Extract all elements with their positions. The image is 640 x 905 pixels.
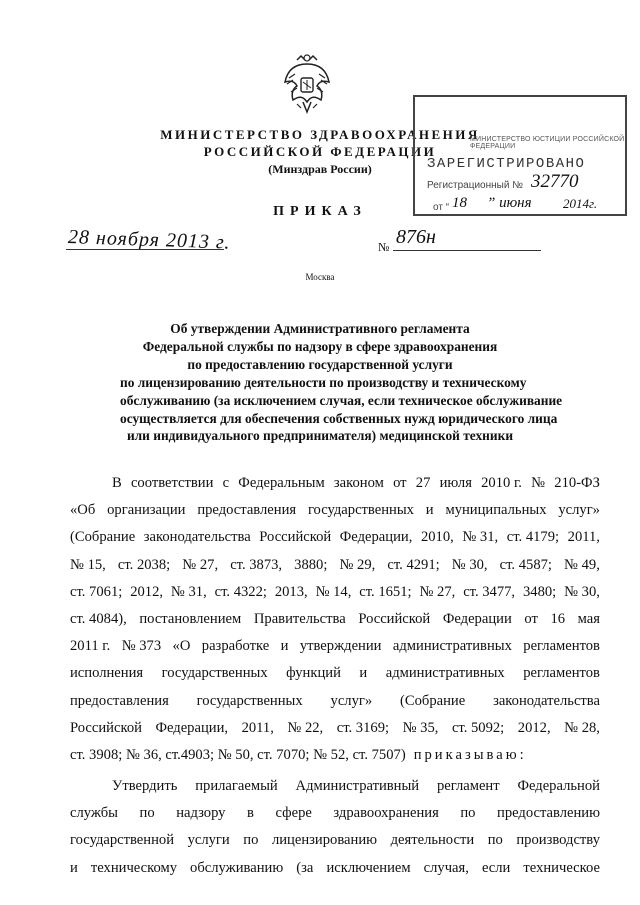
word: № 30, bbox=[451, 556, 488, 573]
subject-line: или индивидуального предпринимателя) медицинской техники bbox=[126, 428, 514, 444]
word: июля bbox=[439, 475, 472, 491]
word: № 14, bbox=[315, 583, 352, 600]
subject-line: Об утверждении Административного регламента bbox=[170, 321, 470, 336]
word: № bbox=[531, 475, 546, 491]
word: техническое bbox=[523, 859, 600, 876]
stamp-regno-value: 32770 bbox=[531, 171, 579, 192]
subject-line: обслуживанию (за исключением случая, если техническое обслуживание bbox=[120, 392, 563, 408]
text-line bbox=[70, 800, 600, 827]
word: по bbox=[243, 832, 259, 849]
stamp-date-day: 18 bbox=[452, 195, 467, 211]
document-type-title: ПРИКАЗ bbox=[273, 204, 367, 219]
word: Федерации, bbox=[155, 719, 229, 736]
word: «Об bbox=[70, 502, 96, 519]
word: услуг» bbox=[330, 692, 373, 709]
subject-line: по лицензированию деятельности по производству и техническому bbox=[120, 374, 527, 390]
stamp-date-year: 2014г. bbox=[563, 196, 598, 211]
text-line bbox=[70, 497, 600, 524]
word: деятельности bbox=[390, 832, 475, 849]
word: обслуживанию bbox=[190, 859, 284, 876]
word: Федеральным bbox=[238, 475, 325, 491]
word: ст. 4322; bbox=[214, 583, 267, 600]
word: исключением bbox=[326, 859, 411, 876]
stamp-registered-text: ЗАРЕГИСТРИРОВАНО bbox=[427, 156, 586, 172]
text-line bbox=[70, 660, 600, 687]
word: государственной bbox=[70, 832, 175, 849]
word: ст. 7061; bbox=[70, 583, 123, 600]
word: Утвердить bbox=[112, 778, 178, 795]
text-line bbox=[70, 579, 600, 606]
stamp-date-month: ” июня bbox=[487, 195, 532, 211]
word: № 30, bbox=[564, 583, 600, 600]
city-name: Москва bbox=[305, 272, 335, 282]
word: регламентов bbox=[523, 638, 600, 655]
word: 3880; bbox=[294, 556, 328, 573]
order-date: 28 ноября 2013 г. bbox=[67, 226, 231, 254]
order-subject bbox=[120, 320, 563, 445]
word: 2013, bbox=[274, 583, 308, 600]
text-line bbox=[70, 633, 600, 660]
order-verb: приказываю: bbox=[413, 746, 527, 763]
word: сфере bbox=[275, 805, 312, 822]
word: в bbox=[247, 805, 254, 822]
word: 16 bbox=[550, 610, 566, 627]
word: ст. 4291; bbox=[387, 556, 440, 573]
word: № 31, bbox=[462, 529, 499, 546]
date-underline bbox=[66, 249, 224, 250]
text-line bbox=[70, 552, 600, 579]
word: от bbox=[524, 610, 538, 627]
word: 27 bbox=[415, 475, 431, 491]
word: № 28, bbox=[564, 719, 600, 736]
text-line bbox=[70, 742, 600, 769]
word: (Собрание bbox=[400, 692, 466, 709]
word: 2012, bbox=[130, 583, 164, 600]
word: 2010, bbox=[420, 529, 454, 546]
text-line bbox=[70, 524, 600, 551]
word: разработке bbox=[201, 638, 270, 655]
word: случая, bbox=[423, 859, 469, 876]
text-line bbox=[70, 773, 600, 800]
word: муниципальных bbox=[445, 502, 547, 519]
word: Федерации bbox=[442, 610, 512, 627]
word: Правительства bbox=[253, 610, 346, 627]
word: 2011 г. bbox=[70, 638, 111, 655]
word: с bbox=[222, 475, 230, 491]
subject-line: Федеральной службы по надзору в сфере здравоохранения bbox=[142, 338, 498, 354]
word: № 35, bbox=[402, 719, 439, 736]
word: организации bbox=[107, 502, 186, 519]
word: Российской bbox=[70, 719, 142, 736]
word: № 373 bbox=[121, 638, 162, 655]
word: ст. 3873, bbox=[230, 556, 283, 573]
word: техническому bbox=[90, 859, 177, 876]
coat-of-arms-icon bbox=[283, 52, 331, 116]
ministry-name-line1: МИНИСТЕРСТВО ЗДРАВООХРАНЕНИЯ bbox=[160, 127, 480, 142]
word: № 15, bbox=[70, 556, 106, 573]
word: предоставления bbox=[197, 502, 297, 519]
word: ст. 5092; bbox=[451, 719, 505, 736]
word: государственных bbox=[307, 502, 414, 519]
word: надзору bbox=[176, 805, 226, 822]
word: 2010 г. bbox=[481, 475, 522, 491]
word: Федерации, bbox=[339, 529, 413, 546]
subject-line: осуществляется для обеспечения собственных нужд юридического лица bbox=[120, 410, 558, 426]
word: услуг» bbox=[558, 502, 600, 519]
word: регламентов bbox=[523, 665, 600, 682]
word: (за bbox=[296, 859, 314, 876]
subject-line: по предоставлению государственной услуги bbox=[187, 356, 453, 372]
word: 2011, bbox=[241, 719, 274, 736]
word: регламент bbox=[436, 778, 500, 795]
word: постановлением bbox=[139, 610, 242, 627]
text-line bbox=[70, 470, 600, 497]
text-line bbox=[70, 827, 600, 854]
text-fragment: ст. 3908; № 36, ст.4903; № 50, ст. 7070; № 52, ст. 7507) bbox=[70, 746, 406, 763]
word: 2011, bbox=[567, 529, 600, 546]
preamble-paragraph bbox=[70, 470, 600, 742]
word: государственных bbox=[161, 665, 268, 682]
word: по bbox=[139, 805, 155, 822]
word: административных bbox=[392, 638, 512, 655]
word: производству bbox=[516, 832, 600, 849]
word: 210-ФЗ bbox=[554, 475, 600, 491]
word: 2012, bbox=[517, 719, 551, 736]
word: ст. 4179; bbox=[506, 529, 560, 546]
word: прилагаемый bbox=[195, 778, 278, 795]
word: № 31, bbox=[170, 583, 207, 600]
word: Федеральной bbox=[517, 778, 600, 795]
word: соответствии bbox=[130, 475, 214, 491]
word: ст. 4084), bbox=[70, 610, 127, 627]
word: законодательства bbox=[143, 529, 251, 546]
stamp-date-label: от “ bbox=[433, 202, 450, 213]
word: Российской bbox=[259, 529, 332, 546]
word: если bbox=[481, 859, 511, 876]
word: «О bbox=[172, 638, 191, 655]
word: функций bbox=[286, 665, 341, 682]
word: ст. 2038; bbox=[117, 556, 171, 573]
word: и bbox=[280, 638, 289, 655]
word: от bbox=[393, 475, 407, 491]
ministry-name-line2: РОССИЙСКОЙ ФЕДЕРАЦИИ bbox=[203, 144, 437, 159]
text-line bbox=[70, 688, 600, 715]
word: (Собрание bbox=[70, 529, 136, 546]
word: и bbox=[425, 502, 434, 519]
word: ст. 4587; bbox=[499, 556, 552, 573]
word: утверждении bbox=[299, 638, 382, 655]
order-number-sign: № bbox=[378, 240, 390, 254]
word: ст. 3477, bbox=[463, 583, 516, 600]
text-line bbox=[70, 855, 600, 882]
word: № 49, bbox=[564, 556, 600, 573]
word: законом bbox=[333, 475, 384, 491]
text-line bbox=[70, 715, 600, 742]
order-number: 876н bbox=[396, 226, 436, 248]
word: 3480; bbox=[522, 583, 557, 600]
word: Административный bbox=[295, 778, 420, 795]
word: № 27, bbox=[182, 556, 219, 573]
word: государственных bbox=[196, 692, 303, 709]
stamp-header-text: МИНИСТЕРСТВО ЮСТИЦИИ РОССИЙСКОЙ ФЕДЕРАЦИИ bbox=[470, 136, 625, 150]
decision-paragraph bbox=[70, 773, 600, 882]
text-line bbox=[70, 606, 600, 633]
word: № 27, bbox=[419, 583, 456, 600]
word: предоставлению bbox=[497, 805, 600, 822]
word: предоставления bbox=[70, 692, 169, 709]
word: и bbox=[359, 665, 368, 682]
stamp-regno-label: Регистрационный № bbox=[427, 180, 523, 191]
word: по bbox=[460, 805, 476, 822]
word: ст. 3169; bbox=[336, 719, 390, 736]
word: ст. 1651; bbox=[359, 583, 412, 600]
ministry-short-name: (Минздрав России) bbox=[268, 162, 372, 176]
word: В bbox=[112, 475, 122, 491]
word: исполнения bbox=[70, 665, 144, 682]
word: здравоохранения bbox=[333, 805, 439, 822]
word: по bbox=[487, 832, 503, 849]
word: службы bbox=[70, 805, 118, 822]
order-body bbox=[70, 470, 600, 882]
number-underline bbox=[393, 250, 541, 251]
word: услуги bbox=[187, 832, 230, 849]
word: лицензированию bbox=[271, 832, 378, 849]
word: № 29, bbox=[339, 556, 376, 573]
word: мая bbox=[577, 610, 600, 627]
word: № 22, bbox=[287, 719, 324, 736]
word: и bbox=[70, 859, 78, 876]
word: административных bbox=[385, 665, 505, 682]
word: Российской bbox=[358, 610, 431, 627]
word: законодательства bbox=[493, 692, 600, 709]
